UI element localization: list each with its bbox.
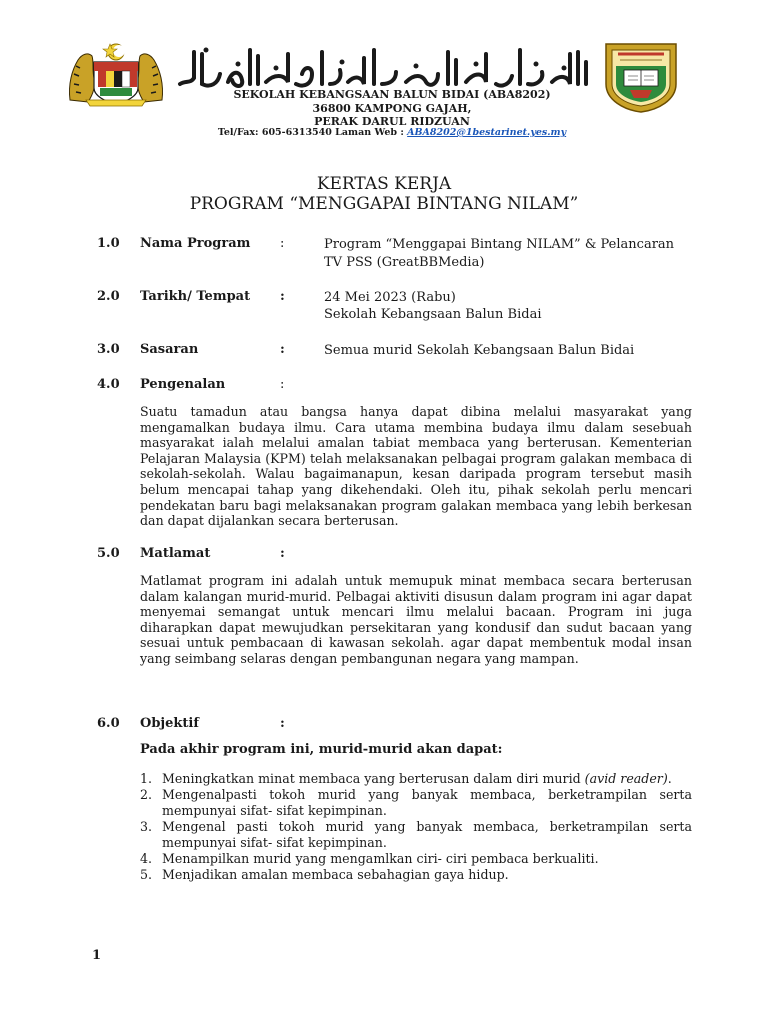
objective-number: 2. — [140, 787, 153, 802]
section-2-colon: : — [280, 289, 285, 304]
section-4-paragraph: Suatu tamadun atau bangsa hanya dapat dibina melalui masyarakat yang mengamalkan budaya ilmu. Cara utama membina budaya ilmu dalam sesebuah masyarakat ialah melalui amalan tabiat membaca yang berterusan. Kementerian Pelajaran Malaysia (KPM) telah melaksanakan pelbagai program galakan membaca di sekolah-sekolah. Walau bagaimanapun, kesan daripada program tersebut masih belum mencapai tahap yang dikehendaki. Oleh itu, pihak sekolah perlu mencari pendekatan baru bagi melaksanakan program galakan membaca yang lebih berkesan dan dapat dijalankan secara berterusan. — [140, 404, 692, 529]
section-4-label: Pengenalan — [140, 377, 226, 392]
objectives-list — [140, 771, 692, 883]
objective-italic-note: (avid reader) — [584, 771, 668, 786]
address-line-2: PERAK DARUL RIDZUAN — [314, 115, 470, 128]
section-4-number: 4.0 — [97, 377, 120, 392]
objective-item — [140, 851, 692, 867]
objective-text: Mengenal pasti tokoh murid yang banyak membaca, berketrampilan serta mempunyai sifat- sifat kepimpinan. — [162, 819, 692, 850]
objective-text: Menampilkan murid yang mengamlkan ciri- ciri pembaca berkualiti. — [162, 851, 599, 866]
section-3-colon: : — [280, 342, 285, 357]
objective-item — [140, 787, 692, 819]
section-4-colon: : — [280, 377, 285, 392]
section-2-value-line-1: 24 Mei 2023 (Rabu) — [324, 290, 456, 305]
section-1-label: Nama Program — [140, 236, 251, 251]
section-2-label: Tarikh/ Tempat — [140, 289, 251, 304]
section-6-colon: : — [280, 716, 285, 731]
section-5-number: 5.0 — [97, 546, 120, 561]
section-1-colon: : — [280, 236, 285, 251]
contact-line — [120, 127, 664, 138]
section-5-label: Matlamat — [140, 546, 211, 561]
objective-number: 1. — [140, 771, 153, 786]
document-title-line-2: PROGRAM “MENGGAPAI BINTANG NILAM” — [189, 194, 579, 214]
section-2-number: 2.0 — [97, 289, 120, 304]
section-6-number: 6.0 — [97, 716, 120, 731]
objective-number: 4. — [140, 851, 153, 866]
objective-number: 5. — [140, 867, 153, 882]
school-name: SEKOLAH KEBANGSAAN BALUN BIDAI (ABA8202) — [233, 88, 551, 101]
section-2-value-line-2: Sekolah Kebangsaan Balun Bidai — [324, 307, 542, 322]
section-3-number: 3.0 — [97, 342, 120, 357]
section-3-value: Semua murid Sekolah Kebangsaan Balun Bidai — [324, 343, 635, 358]
objective-text: Meningkatkan minat membaca yang berterusan dalam diri murid — [162, 771, 585, 786]
section-1-value-line-2: TV PSS (GreatBBMedia) — [324, 255, 485, 270]
objective-text: Mengenalpasti tokoh murid yang banyak membaca, berketrampilan serta mempunyai sifat- sifat kepimpinan. — [162, 787, 692, 818]
section-1-number: 1.0 — [97, 236, 120, 251]
objective-number: 3. — [140, 819, 153, 834]
section-3-label: Sasaran — [140, 342, 199, 357]
objective-text: Menjadikan amalan membaca sebahagian gaya hidup. — [162, 867, 509, 882]
page-number: 1 — [92, 948, 102, 963]
website-link[interactable]: ABA8202@1bestarinet.yes.my — [407, 127, 567, 138]
section-6-label: Objektif — [140, 716, 199, 731]
objective-item — [140, 867, 692, 883]
section-5-colon: : — [280, 546, 285, 561]
objective-item — [140, 819, 692, 851]
objective-item — [140, 771, 692, 787]
address-line-1: 36800 KAMPONG GAJAH, — [312, 102, 472, 115]
section-5-paragraph: Matlamat program ini adalah untuk memupuk minat membaca secara berterusan dalam kalangan murid-murid. Pelbagai aktiviti disusun dalam program ini agar dapat menyemai semangat untuk mencari ilmu melalui bacaan. Program ini juga diharapkan dapat mewujudkan persekitaran yang kondusif dan sudut bacaan yang sesuai untuk pembacaan di kawasan sekolah. agar dapat membentuk modal insan yang seimbang selaras dengan pembangunan negara yang mampan. — [140, 573, 692, 666]
section-1-value-line-1: Program “Menggapai Bintang NILAM” & Pelancaran — [324, 237, 675, 252]
objectives-intro: Pada akhir program ini, murid-murid akan dapat: — [140, 742, 503, 757]
document-title-line-1: KERTAS KERJA — [316, 174, 452, 194]
objective-tail: . — [667, 771, 672, 786]
jawi-school-name-calligraphy — [176, 44, 594, 92]
contact-prefix: Tel/Fax: 605-6313540 Laman Web : — [217, 127, 404, 138]
